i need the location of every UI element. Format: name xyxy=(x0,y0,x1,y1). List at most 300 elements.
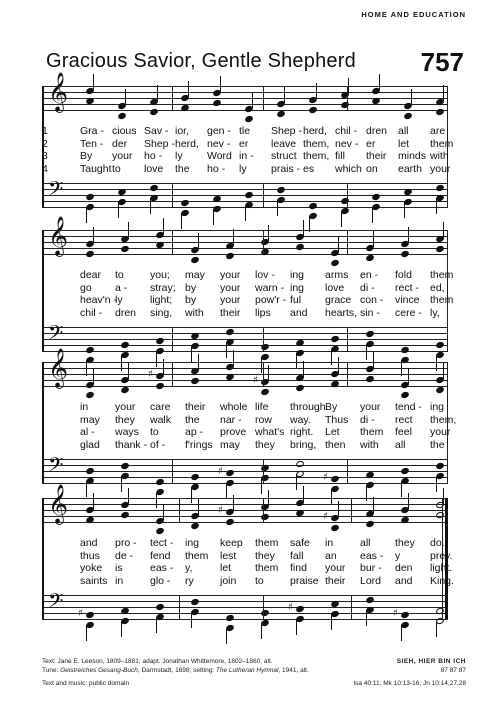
barline xyxy=(263,459,264,483)
verse-line xyxy=(42,282,448,294)
treble-clef-icon: 𝄞 xyxy=(48,72,69,112)
barline xyxy=(263,183,264,207)
lyric-syllable: sing, xyxy=(150,306,173,319)
bass-staff xyxy=(42,321,448,351)
bass-note-stem xyxy=(261,623,262,639)
lyric-syllable: may xyxy=(220,438,240,451)
lyric-syllable: them, xyxy=(303,137,330,150)
staff-line xyxy=(42,86,448,87)
bass-note-stem xyxy=(372,207,373,223)
bass-note-stem xyxy=(156,617,157,633)
lyric-syllable: es xyxy=(303,162,315,175)
verse-line xyxy=(42,537,448,549)
lyric-syllable: struct xyxy=(271,150,297,163)
verse-line xyxy=(42,413,457,426)
staff-line xyxy=(42,607,448,608)
barline xyxy=(263,498,264,522)
bass-note-stem xyxy=(296,619,297,635)
lyric-syllable: Shep - xyxy=(271,125,302,137)
lyric-syllable: nev - xyxy=(335,137,359,150)
bass-note-stem xyxy=(436,621,437,637)
bass-clef-icon: 𝄢 xyxy=(48,177,64,205)
lyric-syllable: all xyxy=(395,438,406,451)
bass-note-stem xyxy=(86,625,87,641)
lyric-syllable: chil - xyxy=(80,306,103,319)
lyric-syllable: love xyxy=(325,281,345,294)
bass-note-stem xyxy=(401,625,402,641)
lyric-syllable: them xyxy=(430,269,454,281)
lyric-syllable: and xyxy=(395,574,413,587)
lyric-syllable: leave xyxy=(271,137,297,150)
lyric-syllable: ly xyxy=(115,294,123,307)
verse-line xyxy=(42,125,448,137)
treble-note-stem xyxy=(379,74,380,90)
bass-note-stem xyxy=(226,628,227,644)
lyric-syllable: heav'n - xyxy=(80,294,118,307)
lyric-syllable: tect - xyxy=(150,537,174,549)
bass-note-stem xyxy=(436,476,437,492)
treble-note-stem xyxy=(348,78,349,94)
lyric-syllable: your xyxy=(112,150,133,163)
treble-note-stem xyxy=(303,220,304,236)
staff-line xyxy=(42,362,448,363)
music-system xyxy=(42,348,457,492)
lyric-syllable: their xyxy=(366,150,387,163)
barline xyxy=(263,362,264,386)
lyric-syllable: are xyxy=(430,125,446,137)
staff-line xyxy=(42,471,448,472)
lyric-syllable: grace xyxy=(325,294,352,307)
lyric-syllable: eas - xyxy=(150,562,174,575)
lyric-syllable: your xyxy=(220,281,241,294)
lyric-syllable: By xyxy=(80,150,93,163)
treble-note-stem xyxy=(252,92,253,108)
verse-line xyxy=(42,307,448,319)
treble-clef-icon: 𝄞 xyxy=(48,484,69,524)
lyric-syllable: lov - xyxy=(255,269,275,281)
treble-staff xyxy=(42,216,448,256)
staff-line xyxy=(42,236,448,237)
lyric-syllable: light; xyxy=(150,294,173,307)
treble-note-stem xyxy=(157,85,158,101)
sharp-icon: ♯ xyxy=(393,608,398,620)
barline xyxy=(347,459,348,483)
barline xyxy=(263,595,264,619)
lyric-syllable: their xyxy=(325,574,346,587)
lyric-syllable: prey. xyxy=(430,549,453,562)
barline xyxy=(172,183,173,207)
lyric-syllable: prove xyxy=(220,426,247,439)
barline xyxy=(351,595,352,619)
staff-line xyxy=(42,327,448,328)
treble-note-stem xyxy=(408,368,409,384)
treble-note xyxy=(400,250,410,258)
scripture-refs: Isa 40:11; Mk 10:13-16; Jn 10:14,27,28 xyxy=(353,680,466,687)
lyric-syllable: herd, xyxy=(175,137,199,150)
lyric-syllable: to xyxy=(112,162,121,175)
hymn-number: 757 xyxy=(420,47,464,77)
lyric-syllable: pro - xyxy=(115,537,137,549)
staff-line xyxy=(42,339,448,340)
staff-line xyxy=(42,601,448,602)
lyric-syllable: them xyxy=(255,537,279,549)
treble-note-stem xyxy=(163,218,164,234)
staff-line xyxy=(42,333,448,334)
treble-note xyxy=(155,526,165,534)
bass-note-stem xyxy=(331,614,332,630)
staff-line xyxy=(42,183,448,184)
bass-staff xyxy=(42,589,448,619)
treble-note-stem xyxy=(233,229,234,245)
staff-line xyxy=(42,510,448,511)
lyric-syllable: you; xyxy=(150,269,170,281)
treble-note xyxy=(365,254,375,262)
treble-note xyxy=(85,250,95,258)
lyric-syllable: chil - xyxy=(335,125,358,137)
treble-note-stem xyxy=(408,493,409,509)
bass-note-stem xyxy=(86,481,87,497)
lyric-syllable: in xyxy=(80,401,89,413)
sharp-icon: ♯ xyxy=(323,472,328,484)
treble-note-stem xyxy=(316,83,317,99)
copyright-notice: Text and music: public domain xyxy=(42,680,130,687)
lyric-syllable: di - xyxy=(360,281,375,294)
barline xyxy=(351,498,352,522)
bass-note-stem xyxy=(296,474,297,490)
lyric-syllable: and xyxy=(80,537,98,549)
treble-note xyxy=(244,114,254,122)
verse-line xyxy=(42,294,454,307)
treble-note-stem xyxy=(411,89,412,105)
lyric-syllable: Shep - xyxy=(144,137,175,150)
verse-number: 4 xyxy=(42,162,48,175)
staff-line xyxy=(42,483,448,484)
lyric-syllable: they xyxy=(255,438,275,451)
lyric-syllable: care xyxy=(150,401,171,413)
lyric-syllable: ior, xyxy=(175,125,190,137)
staff-line xyxy=(42,504,448,505)
lyric-syllable: way. xyxy=(290,413,311,426)
lyric-syllable: may xyxy=(80,413,100,426)
lyric-syllable: dren xyxy=(115,306,137,319)
lyric-syllable: f'rings xyxy=(185,438,213,451)
treble-note-stem xyxy=(443,488,444,504)
barline xyxy=(172,86,173,110)
treble-note xyxy=(155,382,165,390)
treble-note xyxy=(85,390,95,398)
treble-note-stem xyxy=(93,74,94,90)
treble-note xyxy=(149,108,159,116)
bass-note-stem xyxy=(191,612,192,628)
staff-line xyxy=(42,104,448,105)
lyric-syllable: them xyxy=(430,294,454,307)
verse-line xyxy=(42,401,448,413)
staff-line xyxy=(42,516,448,517)
staff-line xyxy=(42,386,448,387)
staff-line xyxy=(42,230,448,231)
lyric-syllable: your xyxy=(220,269,241,281)
lyric-syllable: light. xyxy=(430,562,453,575)
bass-note-stem xyxy=(121,621,122,637)
lyric-syllable: them xyxy=(360,426,384,439)
section-label: HOME AND EDUCATION xyxy=(361,10,466,19)
lyric-syllable: con - xyxy=(360,294,384,307)
lyric-syllable: the xyxy=(185,413,200,426)
lyric-syllable: on xyxy=(366,162,378,175)
lyric-syllable: your xyxy=(430,162,451,175)
bass-note-stem xyxy=(366,610,367,626)
bass-note-stem xyxy=(121,476,122,492)
lyric-syllable: lips xyxy=(255,306,271,319)
lyric-syllable: to xyxy=(115,269,124,281)
treble-note xyxy=(225,252,235,260)
lyric-syllable: love xyxy=(144,162,164,175)
lyric-syllable: thank - xyxy=(115,438,148,451)
lyric-syllable: keep xyxy=(220,537,243,549)
bass-note-stem xyxy=(245,205,246,221)
verse-line xyxy=(42,150,448,162)
lyric-syllable: walk xyxy=(150,413,172,426)
sharp-icon: ♯ xyxy=(218,465,223,477)
staff-line xyxy=(42,477,448,478)
lyric-syllable: ing xyxy=(185,537,200,549)
hymn-title: Gracious Savior, Gentle Shepherd xyxy=(46,50,356,72)
treble-note-stem xyxy=(93,227,94,243)
staff-line xyxy=(42,619,448,620)
music-system xyxy=(42,72,454,216)
staff-line xyxy=(42,242,448,243)
bass-note-stem xyxy=(213,209,214,225)
treble-note-stem xyxy=(188,81,189,97)
treble-note-stem xyxy=(163,359,164,375)
lyric-syllable: de - xyxy=(115,549,134,562)
treble-clef-icon: 𝄞 xyxy=(48,348,69,388)
lyric-syllable: what's xyxy=(255,426,285,439)
staff-line xyxy=(42,368,448,369)
lyric-syllable: Ten - xyxy=(80,137,104,150)
staff-line xyxy=(42,248,448,249)
treble-note xyxy=(295,384,305,392)
lyric-syllable: der xyxy=(112,137,128,150)
bass-note-stem xyxy=(401,481,402,497)
tune-credit: Tune: Geistreiches Gesang-Buch, Darmstadt, 1698; setting: The Lutheran Hymnal, 1941, alt. xyxy=(42,667,309,674)
treble-note-stem xyxy=(198,499,199,515)
bass-note-stem xyxy=(226,342,227,358)
lyric-syllable: bur - xyxy=(360,562,382,575)
treble-note-stem xyxy=(125,89,126,105)
treble-note xyxy=(435,108,445,116)
lyric-syllable: your xyxy=(115,401,136,413)
verse-line xyxy=(42,162,451,175)
treble-note-stem xyxy=(303,361,304,377)
lyric-syllable: sin - xyxy=(360,306,380,319)
lyric-syllable: ing xyxy=(290,281,305,294)
barline xyxy=(347,230,348,254)
lyric-syllable: with xyxy=(430,150,449,163)
lyric-syllable: di - xyxy=(360,413,375,426)
sharp-icon: ♯ xyxy=(288,601,293,613)
bass-clef-icon: 𝄢 xyxy=(48,589,64,617)
lyric-syllable: By xyxy=(325,401,338,413)
treble-note xyxy=(330,258,340,266)
staff-line xyxy=(42,522,448,523)
lyric-syllable: they xyxy=(115,413,135,426)
treble-note-stem xyxy=(408,227,409,243)
treble-note-stem xyxy=(373,231,374,247)
lyric-syllable: feel xyxy=(395,426,412,439)
lyric-syllable: pow'r - xyxy=(255,294,287,307)
sharp-icon: ♯ xyxy=(218,504,223,516)
treble-note-stem xyxy=(233,495,234,511)
lyric-syllable: go xyxy=(80,281,92,294)
lyric-syllable: to xyxy=(255,574,264,587)
lyric-syllable: yoke xyxy=(80,562,103,575)
tune-name: SIEH, HIER BIN ICH xyxy=(396,658,466,665)
lyric-syllable: by xyxy=(185,294,197,307)
sharp-icon: ♯ xyxy=(323,511,328,523)
lyric-syllable: praise xyxy=(290,574,319,587)
lyric-syllable: your xyxy=(430,426,451,439)
sharp-icon: ♯ xyxy=(78,608,83,620)
lyric-syllable: warn - xyxy=(255,281,285,294)
barline xyxy=(172,362,173,386)
treble-note-stem xyxy=(268,365,269,381)
lyric-syllable: your xyxy=(360,401,381,413)
barline xyxy=(347,327,348,351)
treble-note-stem xyxy=(163,504,164,520)
lyric-syllable: cious xyxy=(112,125,137,137)
bass-note-stem xyxy=(86,207,87,223)
treble-note xyxy=(330,524,340,532)
staff-line xyxy=(42,498,448,499)
lyric-syllable: let xyxy=(220,562,232,575)
lyric-syllable: y, xyxy=(185,562,193,575)
lyric-syllable: a - xyxy=(115,281,128,294)
lyric-syllable: them xyxy=(255,562,279,575)
lyric-syllable: ly, xyxy=(430,306,440,319)
treble-note-stem xyxy=(198,354,199,370)
lyric-syllable: the xyxy=(430,438,445,451)
bass-note-stem xyxy=(226,483,227,499)
barline xyxy=(172,459,173,483)
treble-note-stem xyxy=(128,488,129,504)
treble-staff xyxy=(42,348,448,388)
bass-note-stem xyxy=(150,198,151,214)
bass-staff xyxy=(42,453,448,483)
treble-note xyxy=(190,256,200,264)
lyric-syllable: in xyxy=(325,537,334,549)
treble-note-stem xyxy=(128,363,129,379)
staff-line xyxy=(42,98,448,99)
treble-note xyxy=(260,388,270,396)
lyric-syllable: hearts, xyxy=(325,306,358,319)
treble-note xyxy=(225,518,235,526)
lyric-syllable: fold xyxy=(395,269,412,281)
lyric-syllable: vince xyxy=(395,294,420,307)
staff-line xyxy=(42,374,448,375)
treble-note-stem xyxy=(233,350,234,366)
lyric-syllable: er xyxy=(239,137,249,150)
lyric-syllable: gen - xyxy=(207,125,231,137)
lyric-syllable: the xyxy=(175,162,190,175)
bass-note-stem xyxy=(436,198,437,214)
lyric-syllable: bring, xyxy=(290,438,317,451)
lyric-syllable: may xyxy=(185,269,205,281)
lyric-syllable: with xyxy=(185,306,204,319)
lyric-syllable: by xyxy=(185,281,197,294)
lyric-syllable: whole xyxy=(220,401,248,413)
music-system xyxy=(42,216,454,360)
lyric-syllable: find xyxy=(290,562,307,575)
lyric-syllable: life xyxy=(255,401,269,413)
treble-note xyxy=(435,386,445,394)
treble-note-stem xyxy=(268,225,269,241)
lyric-syllable: al - xyxy=(80,426,95,439)
verse-line xyxy=(42,574,454,587)
bass-note-stem xyxy=(404,202,405,218)
lyric-syllable: dren xyxy=(366,125,388,137)
lyric-syllable: let xyxy=(398,137,410,150)
lyric-syllable: thus xyxy=(80,549,100,562)
lyric-syllable: dear xyxy=(80,269,102,281)
staff-line xyxy=(42,92,448,93)
verse-number: 3 xyxy=(42,150,48,163)
lyric-syllable: then xyxy=(325,438,346,451)
lyric-syllable: stray; xyxy=(150,281,176,294)
lyric-syllable: do. xyxy=(430,537,445,549)
lyric-syllable: fend xyxy=(150,549,171,562)
barline xyxy=(347,183,348,207)
lyric-syllable: an xyxy=(325,549,337,562)
lyric-syllable: rect - xyxy=(395,281,419,294)
lyric-syllable: prais - xyxy=(271,162,301,175)
lyric-syllable: them, xyxy=(303,150,330,163)
footer-right xyxy=(326,657,466,688)
lyric-syllable: and xyxy=(290,306,308,319)
lyric-syllable: Gra - xyxy=(80,125,104,137)
treble-note-stem xyxy=(338,501,339,517)
treble-note xyxy=(190,522,200,530)
treble-note xyxy=(276,110,286,118)
bass-note-stem xyxy=(118,202,119,218)
lyric-syllable: they xyxy=(395,537,415,549)
staff-line xyxy=(42,459,448,460)
lyric-syllable: row xyxy=(255,413,272,426)
treble-note xyxy=(117,112,127,120)
barline xyxy=(263,86,264,110)
treble-note-stem xyxy=(443,222,444,238)
lyric-syllable: in xyxy=(115,574,124,587)
treble-note xyxy=(365,520,375,528)
lyric-syllable: fill xyxy=(335,150,345,163)
lyric-syllable: ed, xyxy=(430,281,445,294)
lyric-syllable: to xyxy=(150,426,159,439)
bass-clef-icon: 𝄢 xyxy=(48,453,64,481)
lyric-syllable: fall xyxy=(290,549,304,562)
lyric-syllable: all xyxy=(398,125,409,137)
lyric-syllable: which xyxy=(335,162,362,175)
lyric-syllable: nar - xyxy=(220,413,242,426)
staff-line xyxy=(42,254,448,255)
lyric-syllable: they xyxy=(255,549,275,562)
lyric-syllable: ry xyxy=(185,574,194,587)
bass-note-stem xyxy=(366,344,367,360)
barline xyxy=(347,362,348,386)
treble-note xyxy=(403,112,413,120)
staff-line xyxy=(42,380,448,381)
barline xyxy=(172,230,173,254)
bass-note-stem xyxy=(341,211,342,227)
